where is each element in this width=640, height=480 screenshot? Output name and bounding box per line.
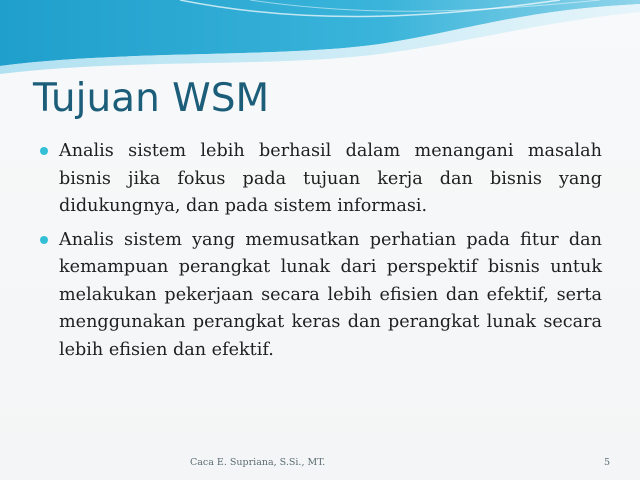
bullet-list [40,138,602,370]
bullet-marker-icon [40,236,48,244]
bullet-marker-icon [40,147,48,155]
slide-title: Tujuan WSM [33,76,270,121]
bullet-text: Analis sistem yang memusatkan perhatian pada fitur dan kemampuan perangkat lunak dari perspektif bisnis untuk melakukan pekerjaan secara lebih efisien dan efektif, serta menggunakan perangkat keras dan perangkat lunak secara lebih efisien dan efektif. [59,229,602,360]
footer-author: Caca E. Supriana, S.Si., MT. [190,457,326,468]
page-number: 5 [604,457,611,468]
bullet-text: Analis sistem lebih berhasil dalam menangani masalah bisnis jika fokus pada tujuan kerja dan bisnis yang didukungnya, dan pada sistem informasi. [59,141,602,216]
bullet-item [40,227,602,365]
bullet-item [40,138,602,221]
header-wave-decoration [0,0,640,80]
